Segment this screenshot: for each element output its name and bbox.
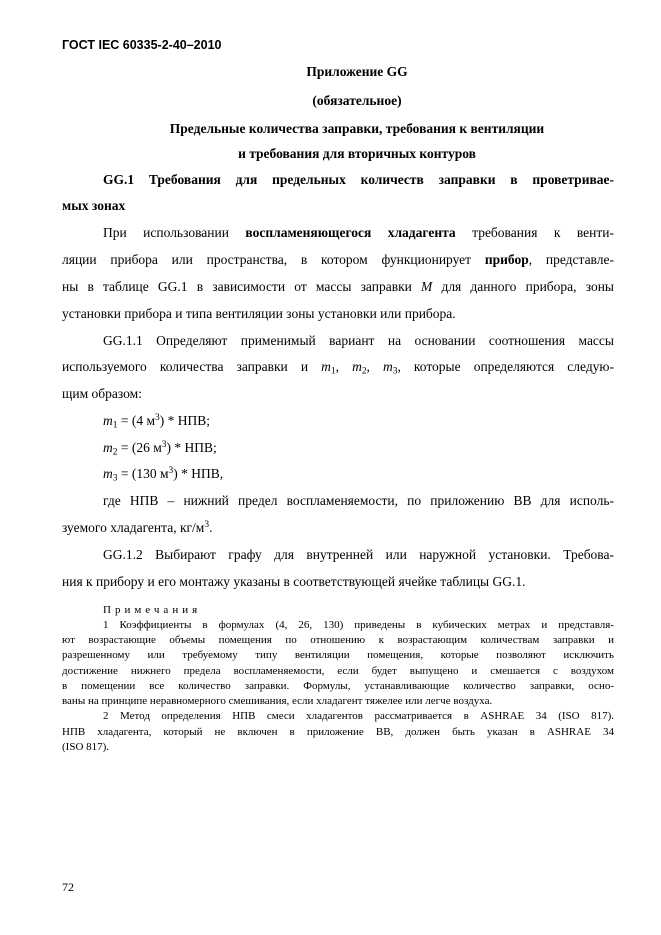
page-number: 72: [62, 880, 74, 894]
para2-line2: [62, 359, 614, 376]
para1-text: ны в таблице GG.1 в зависимости от массы заправки: [62, 279, 422, 294]
para3-line2: ния к прибору и его монтажу указаны в соответствующей ячейке таблицы GG.1.: [62, 574, 526, 589]
notes-title: Примечания: [103, 604, 202, 616]
para1-text: для данного прибора, зоны: [432, 279, 614, 294]
where-line2: зуемого хладагента, $кг/м^3$.: [62, 520, 213, 536]
term-flammable-refrigerant: воспламеняющегося хладагента: [245, 225, 456, 240]
note1-line4: достижение нижнего предела воспламеняемости, если будет выпущено и смешается с воздухом: [62, 665, 614, 677]
note2-line3: (ISO 817).: [62, 741, 110, 753]
note1-line1: 1 Коэффициенты в формулах (4, 26, 130) приведены в кубических метрах и представля-: [103, 619, 614, 631]
annex-heading-line1: Предельные количества заправки, требования к вентиляции: [169, 121, 545, 136]
symbol-m: M: [421, 279, 433, 294]
note1-line2: ют возрастающие объемы помещения по отношению к возрастающим количествам заправки и: [62, 634, 614, 646]
para2-text: используемого количества заправки и: [62, 359, 322, 374]
term-appliance: прибор: [484, 252, 529, 267]
section-title-line2: мых зонах: [62, 198, 126, 213]
para1-text: требования к венти-: [455, 225, 615, 240]
note1-line5: в помещении все количество заправки. Формулы, устанавливающие количество заправки, осно-: [62, 680, 614, 692]
note2-line1: 2 Метод определения НПВ смеси хладагентов рассматривается в ASHRAE 34 (ISO 817).: [103, 710, 614, 722]
para2-line1: GG.1.1 Определяют применимый вариант на основании соотношения массы: [103, 333, 614, 348]
note1-line6: ваны на принципе неравномерного смешивания, если хладагент тяжелее или легче воздуха.: [62, 695, 493, 707]
annex-status: (обязательное): [312, 93, 402, 108]
note2-line2: НПВ хладагента, который не включен в приложение ВВ, должен быть указан в ASHRAE 34: [62, 726, 614, 738]
note1-line3: разрешенному или требуемому типу вентиляции помещения, которые позволяют исключить: [62, 649, 614, 661]
para3-line1: GG.1.2 Выбирают графу для внутренней или наружной установки. Требова-: [103, 547, 614, 562]
para1-line2: [62, 252, 614, 268]
annex-title: Приложение GG: [306, 64, 408, 79]
para1-line3: [62, 279, 614, 295]
where-line1: где НПВ – нижний предел воспламеняемости, по приложению ВВ для исполь-: [103, 493, 614, 508]
document-header: ГОСТ IEC 60335-2-40–2010: [62, 38, 222, 52]
section-title-line1: GG.1 Требования для предельных количеств заправки в проветривае-: [103, 172, 614, 187]
formula-m3: $m_3 = (130$ $м^3$) * НПВ,: [103, 466, 224, 484]
para1-line1: [103, 225, 614, 241]
para1-text: , представле-: [528, 252, 614, 267]
para1-line4: установки прибора и типа вентиляции зоны установки или прибора.: [62, 306, 456, 321]
para2-line3: щим образом:: [62, 386, 142, 401]
annex-heading-line2: и требования для вторичных контуров: [238, 146, 476, 161]
para1-text: ляции прибора или пространства, в котором функционирует: [62, 252, 485, 267]
formula-m1: $m_1 = (4$ $м^3$) * НПВ;: [103, 413, 210, 431]
variables-m: $m_1$, $m_2$, $m_3$: [321, 359, 398, 377]
para1-text: При использовании: [103, 225, 246, 240]
para2-text: , которые определяются следую-: [397, 359, 615, 374]
formula-m2: $m_2 = (26$ $м^3$) * НПВ;: [103, 440, 217, 458]
